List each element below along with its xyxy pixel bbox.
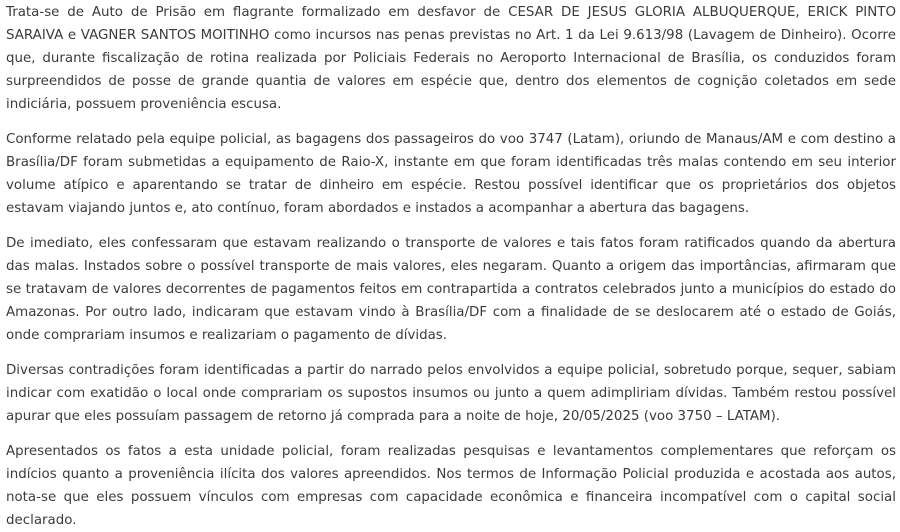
paragraph-2: Conforme relatado pela equipe policial, as bagagens dos passageiros do voo 3747 (Latam), oriundo de Manaus/AM e com destino a Brasília/DF foram submetidas a equipamento de Raio-X, instante em que foram identificadas três malas contendo em seu interior volume atípico e aparentando se tratar de dinheiro em espécie. Restou possível identificar que os proprietários dos objetos estavam viajando juntos e, ato contínuo, foram abordados e instados a acompanhar a abertura das bagagens. xyxy=(6,132,896,216)
paragraph-1: Trata-se de Auto de Prisão em flagrante formalizado em desfavor de CESAR DE JESUS GLORIA ALBUQUERQUE, ERICK PINTO SARAIVA e VAGNER SANTOS MOITINHO como incursos nas penas previstas no Art. 1 da Lei 9.613/98 (Lavagem de Dinheiro). Ocorre que, durante fiscalização de rotina realizada por Policiais Federais no Aeroporto Internacional de Brasília, os conduzidos foram surpreendidos de posse de grande quantia de valores em espécie que, dentro dos elementos de cognição coletados em sede indiciária, possuem proveniência escusa. xyxy=(6,5,896,112)
paragraph-3: De imediato, eles confessaram que estavam realizando o transporte de valores e tais fatos foram ratificados quando da abertura das malas. Instados sobre o possível transporte de mais valores, eles negaram. Quanto a origem das importâncias, afirmaram que se tratavam de valores decorrentes de pagamentos feitos em contrapartida a contratos celebrados junto a municípios do estado do Amazonas. Por outro lado, indicaram que estavam vindo à Brasília/DF com a finalidade de se deslocarem até o estado de Goiás, onde comprariam insumos e realizariam o pagamento de dívidas. xyxy=(6,236,896,343)
paragraph-5: Apresentados os fatos a esta unidade policial, foram realizadas pesquisas e levantamentos complementares que reforçam os indícios quanto a proveniência ilícita dos valores apreendidos. Nos termos de Informação Policial produzida e acostada aos autos, nota-se que eles possuem vínculos com empresas com capacidade econômica e financeira incompatível com o capital social declarado. xyxy=(6,444,896,528)
paragraph-4: Diversas contradições foram identificadas a partir do narrado pelos envolvidos a equipe policial, sobretudo porque, sequer, sabiam indicar com exatidão o local onde comprariam os supostos insumos ou junto a quem adimpliriam dívidas. Também restou possível apurar que eles possuíam passagem de retorno já comprada para a noite de hoje, 20/05/2025 (voo 3750 – LATAM). xyxy=(6,363,896,424)
